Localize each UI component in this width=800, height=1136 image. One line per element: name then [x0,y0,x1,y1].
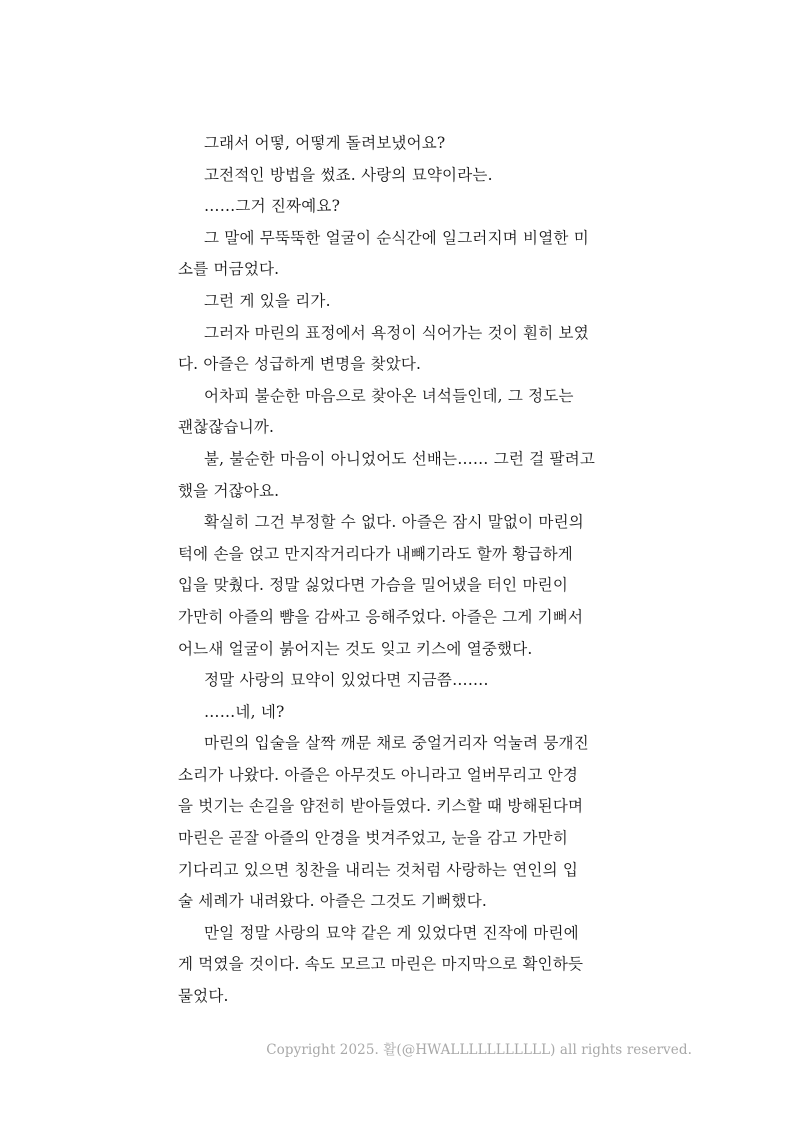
paragraph-1: 그래서 어떻, 어떻게 돌려보냈어요? [204,134,446,152]
paragraph-11: ……네, 네? [204,702,285,721]
paragraph-4: 그 말에 무뚝뚝한 얼굴이 순식간에 일그러지며 비열한 미 소를 머금었다. [178,228,589,279]
paragraph-5: 그런 게 있을 리가. [204,291,331,310]
paragraph-3: ……그거 진짜예요? [204,197,341,216]
paragraph-13: 만일 정말 사랑의 묘약 같은 게 있었다면 진작에 마린에 게 먹였을 것이다. 속도 모르고 마린은 마지막으로 확인하듯 물었다. [178,923,584,1006]
paragraph-12: 마린의 입술을 살짝 깨문 채로 중얼거리자 억눌려 뭉개진 소리가 나왔다. 아즐은 아무것도 아니라고 얼버무리고 안경 을 벗기는 손길을 얌전히 받아들였다. 키스할 때 방해된다며 마린은 곧잘 아즐의 안경을 벗겨주었고, 눈을 감고 가만히 기다리고 있으면 칭찬을 내리는 것처럼 사랑하는 연인의 입 술 세례가 내려왔다. 아즐은 그것도 기뻐했다. [178,734,589,911]
paragraph-8: 불, 불순한 마음이 아니었어도 선배는…… 그런 걸 팔려고 했을 거잖아요. [178,449,596,500]
paragraph-10: 정말 사랑의 묘약이 있었다면 지금쯤……. [204,671,489,690]
story-body [178,128,614,1013]
paragraph-9: 확실히 그건 부정할 수 없다. 아즐은 잠시 말없이 마린의 턱에 손을 얹고 만지작거리다가 내빼기라도 할까 황급하게 입을 맞췄다. 정말 싫었다면 가슴을 밀어냈을 터인 마린이 가만히 아즐의 뺨을 감싸고 응해주었다. 아즐은 그게 기뻐서 어느새 얼굴이 붉어지는 것도 잊고 키스에 열중했다. [178,513,584,658]
paragraph-2: 고전적인 방법을 썼죠. 사랑의 묘약이라는. [204,165,493,184]
paragraph-7: 어차피 불순한 마음으로 찾아온 녀석들인데, 그 정도는 괜찮잖습니까. [178,386,574,437]
copyright-notice: Copyright 2025. 활(@HWALLLLLLLLLLL) all rights reserved. [266,1042,692,1058]
paragraph-6: 그러자 마린의 표정에서 욕정이 식어가는 것이 훤히 보였 다. 아즐은 성급하게 변명을 찾았다. [178,323,589,374]
